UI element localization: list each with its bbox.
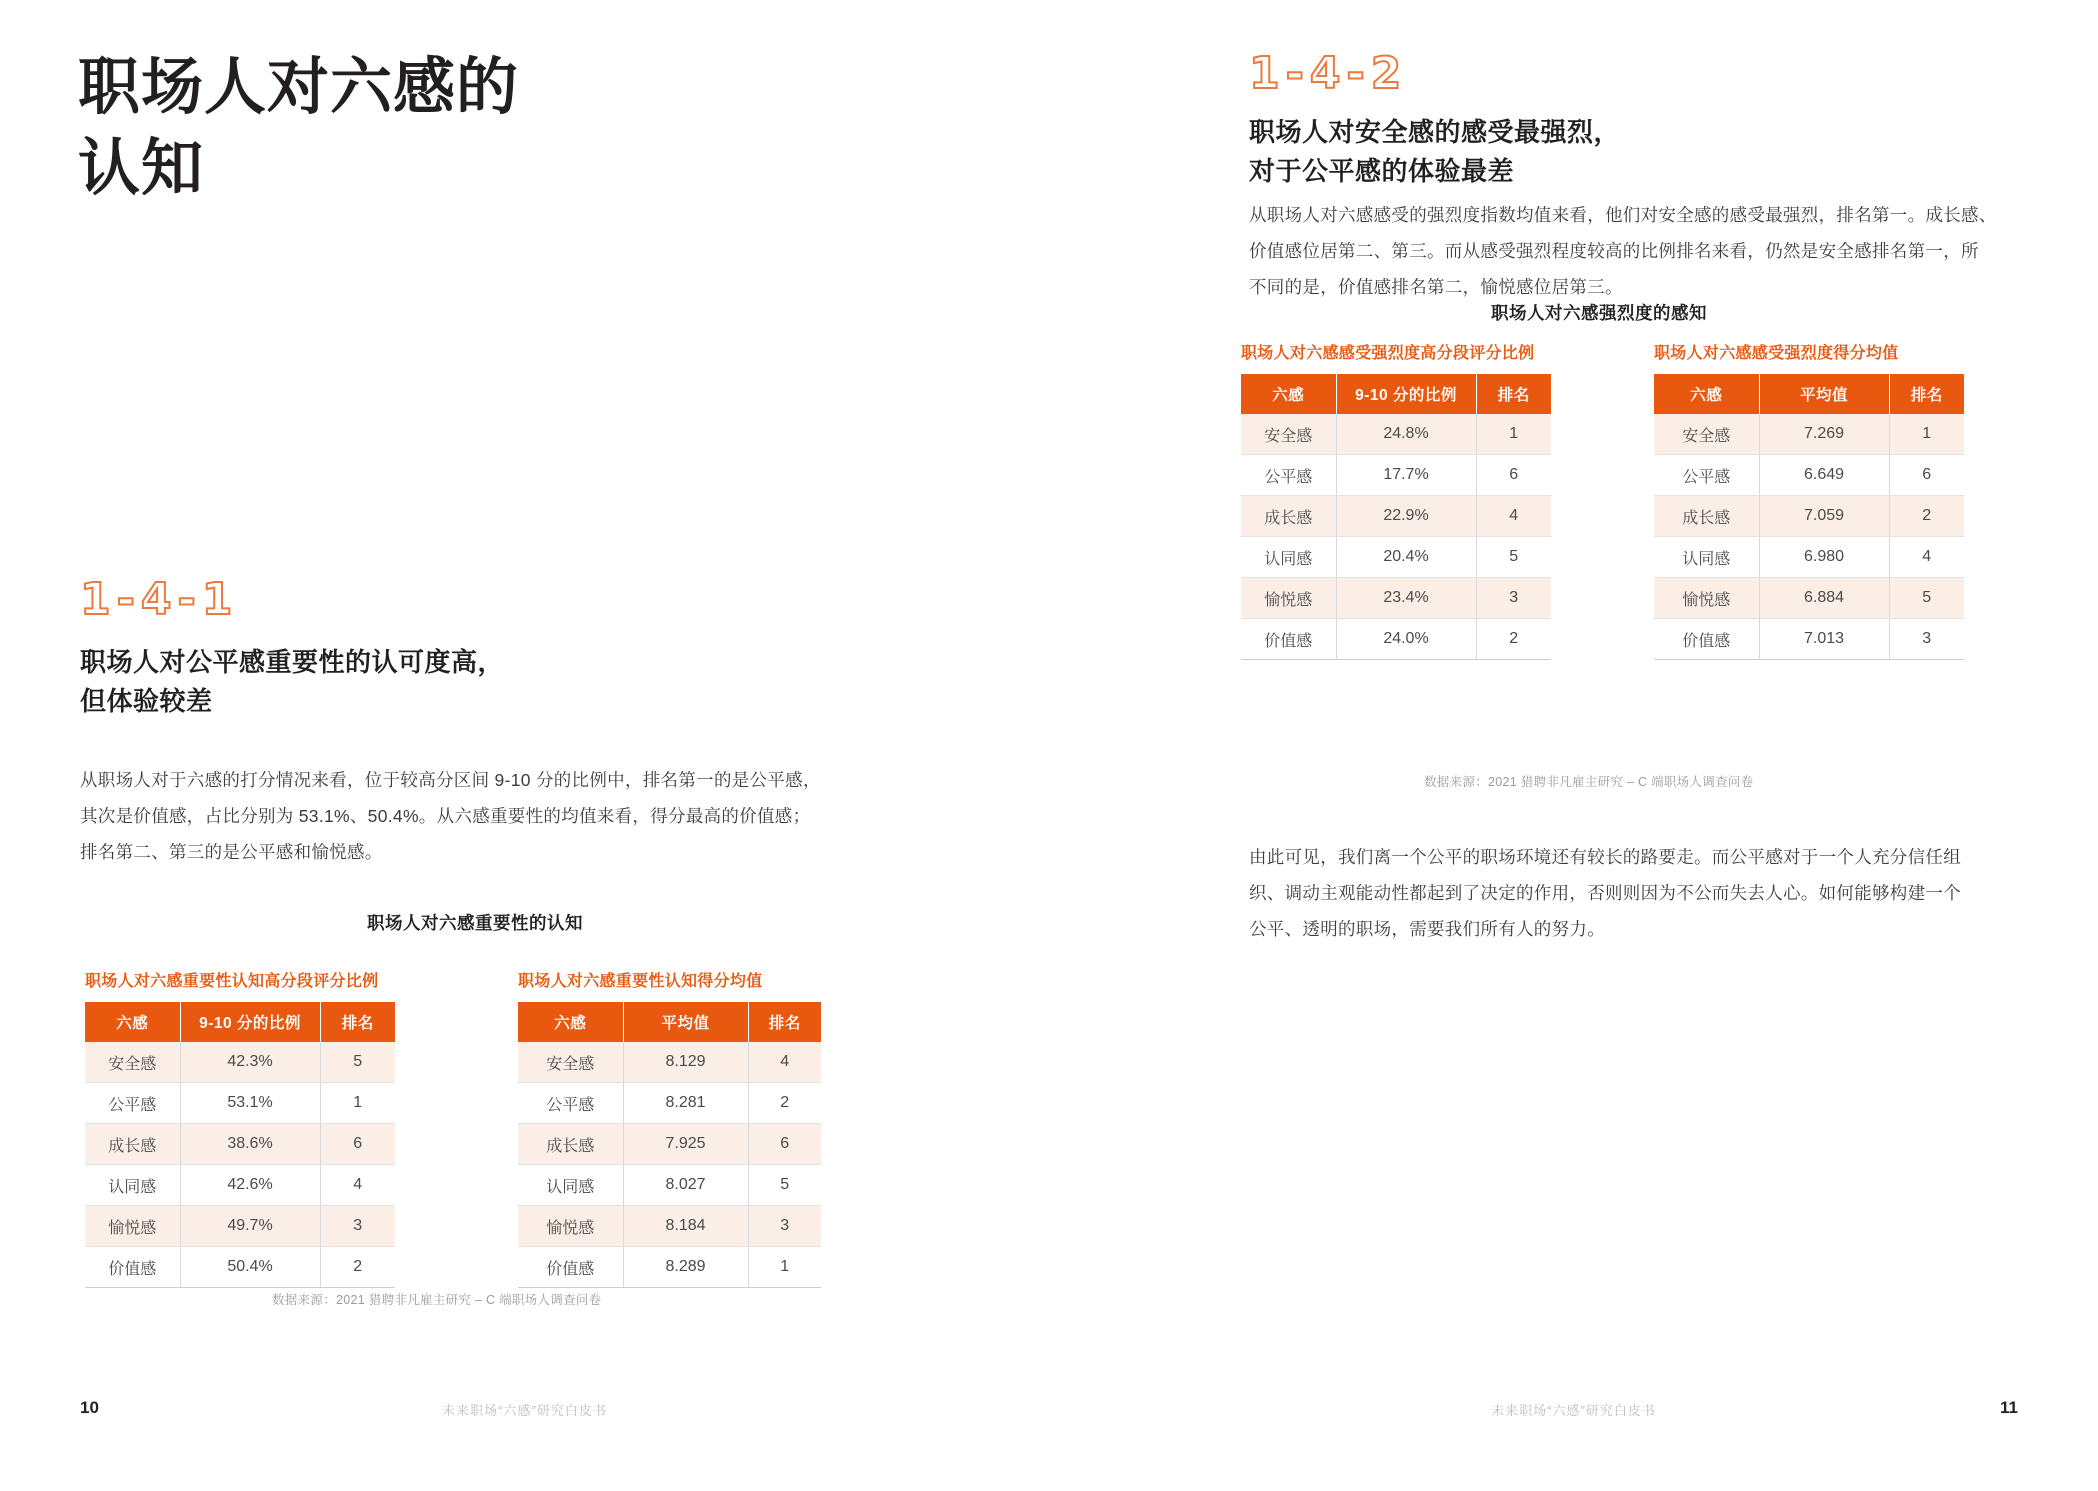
closing-paragraph-line-1: 由此可见，我们离一个公平的职场环境还有较长的路要走。而公平感对于一个人充分信任组 xyxy=(1249,847,1961,867)
table-row xyxy=(518,1124,821,1165)
table-row xyxy=(518,1083,821,1124)
chart-title-right: 职场人对六感强烈度的感知 xyxy=(1491,303,1707,323)
cell-sense: 愉悦感 xyxy=(1654,578,1759,619)
table-row xyxy=(85,1042,395,1083)
col-header-sense: 六感 xyxy=(85,1002,180,1042)
closing-paragraph-right xyxy=(1249,840,2069,948)
cell-rank: 4 xyxy=(748,1042,821,1083)
table-row xyxy=(518,1247,821,1288)
body-paragraph-left-line-1: 从职场人对于六感的打分情况来看，位于较高分区间 9-10 分的比例中，排名第一的是公平感， xyxy=(80,770,821,790)
cell-value: 38.6% xyxy=(180,1124,320,1165)
body-paragraph-right xyxy=(1249,198,2069,306)
page-title xyxy=(78,48,519,209)
table-caption-left-ratio: 职场人对六感重要性认知高分段评分比例 xyxy=(85,973,379,990)
cell-rank: 6 xyxy=(1476,455,1551,496)
table-row xyxy=(1241,496,1551,537)
cell-sense: 成长感 xyxy=(1654,496,1759,537)
table-row xyxy=(1241,455,1551,496)
cell-value: 42.3% xyxy=(180,1042,320,1083)
cell-value: 8.281 xyxy=(623,1083,748,1124)
cell-value: 50.4% xyxy=(180,1247,320,1288)
col-header-sense: 六感 xyxy=(518,1002,623,1042)
cell-rank: 2 xyxy=(748,1083,821,1124)
page-title-line-2: 认知 xyxy=(78,133,205,203)
cell-value: 8.289 xyxy=(623,1247,748,1288)
cell-rank: 4 xyxy=(320,1165,395,1206)
body-paragraph-right-line-2: 价值感位居第二、第三。而从感受强烈程度较高的比例排名来看，仍然是安全感排名第一，所 xyxy=(1249,240,1979,261)
table-row xyxy=(1241,578,1551,619)
chart-title-left: 职场人对六感重要性的认知 xyxy=(367,913,583,933)
col-header-rank: 排名 xyxy=(1889,374,1964,414)
cell-value: 8.184 xyxy=(623,1206,748,1247)
cell-sense: 成长感 xyxy=(1241,496,1336,537)
section-subtitle-right-line-1: 职场人对安全感的感受最强烈， xyxy=(1249,117,1621,147)
cell-sense: 认同感 xyxy=(518,1165,623,1206)
table-caption-right-mean: 职场人对六感感受强烈度得分均值 xyxy=(1654,345,1899,362)
cell-value: 49.7% xyxy=(180,1206,320,1247)
closing-paragraph-line-2: 织、调动主观能动性都起到了决定的作用，否则则因为不公而失去人心。如何能够构建一个 xyxy=(1249,882,1961,903)
cell-value: 7.059 xyxy=(1759,496,1889,537)
table-left-ratio xyxy=(85,1002,395,1288)
body-paragraph-right-line-1: 从职场人对六感感受的强烈度指数均值来看，他们对安全感的感受最强烈，排名第一。成长感、 xyxy=(1249,205,1997,225)
cell-rank: 4 xyxy=(1476,496,1551,537)
cell-sense: 安全感 xyxy=(1241,414,1336,455)
cell-rank: 5 xyxy=(748,1165,821,1206)
cell-value: 8.129 xyxy=(623,1042,748,1083)
cell-rank: 6 xyxy=(1889,455,1964,496)
cell-sense: 公平感 xyxy=(1241,455,1336,496)
cell-sense: 成长感 xyxy=(85,1124,180,1165)
table-row xyxy=(518,1206,821,1247)
body-paragraph-left-line-2: 其次是价值感，占比分别为 53.1%、50.4%。从六感重要性的均值来看，得分最高的价值感； xyxy=(80,805,811,826)
footer-text-left: 未来职场“六感”研究白皮书 xyxy=(442,1403,607,1418)
col-header-rank: 排名 xyxy=(748,1002,821,1042)
section-number-1-4-1: 1-4-1 xyxy=(80,574,239,625)
cell-sense: 公平感 xyxy=(518,1083,623,1124)
table-row xyxy=(1654,414,1964,455)
cell-sense: 认同感 xyxy=(1654,537,1759,578)
table-caption-left-mean: 职场人对六感重要性认知得分均值 xyxy=(518,973,763,990)
cell-sense: 认同感 xyxy=(1241,537,1336,578)
cell-value: 20.4% xyxy=(1336,537,1476,578)
cell-rank: 6 xyxy=(748,1124,821,1165)
table-left-mean xyxy=(518,1002,821,1288)
body-paragraph-right-line-3: 不同的是，价值感排名第二，愉悦感位居第三。 xyxy=(1249,276,1623,297)
section-subtitle-left xyxy=(80,643,880,721)
cell-value: 7.269 xyxy=(1759,414,1889,455)
col-header-ratio: 9-10 分的比例 xyxy=(180,1002,320,1042)
table-row xyxy=(1654,455,1964,496)
col-header-sense: 六感 xyxy=(1654,374,1759,414)
cell-rank: 3 xyxy=(1476,578,1551,619)
cell-rank: 3 xyxy=(320,1206,395,1247)
cell-sense: 认同感 xyxy=(85,1165,180,1206)
cell-rank: 1 xyxy=(748,1247,821,1288)
section-subtitle-right-line-2: 对于公平感的体验最差 xyxy=(1249,156,1515,186)
table-row xyxy=(85,1083,395,1124)
col-header-ratio: 9-10 分的比例 xyxy=(1336,374,1476,414)
table-row xyxy=(518,1165,821,1206)
col-header-rank: 排名 xyxy=(1476,374,1551,414)
cell-rank: 3 xyxy=(748,1206,821,1247)
table-row xyxy=(1241,537,1551,578)
table-header-row xyxy=(518,1002,821,1042)
cell-value: 6.980 xyxy=(1759,537,1889,578)
cell-rank: 3 xyxy=(1889,619,1964,660)
cell-sense: 愉悦感 xyxy=(518,1206,623,1247)
page-title-line-1: 职场人对六感的 xyxy=(78,53,520,122)
cell-sense: 价值感 xyxy=(85,1247,180,1288)
cell-sense: 公平感 xyxy=(1654,455,1759,496)
table-row xyxy=(85,1124,395,1165)
table-row xyxy=(518,1042,821,1083)
cell-sense: 价值感 xyxy=(518,1247,623,1288)
body-paragraph-left-line-3: 排名第二、第三的是公平感和愉悦感。 xyxy=(80,841,383,862)
cell-sense: 安全感 xyxy=(1654,414,1759,455)
table-row xyxy=(85,1247,395,1288)
cell-value: 42.6% xyxy=(180,1165,320,1206)
table-right-mean xyxy=(1654,374,1964,660)
section-subtitle-left-line-1: 职场人对公平感重要性的认可度高， xyxy=(80,647,505,677)
table-row xyxy=(1241,619,1551,660)
cell-value: 7.925 xyxy=(623,1124,748,1165)
closing-paragraph-line-3: 公平、透明的职场，需要我们所有人的努力。 xyxy=(1249,918,1605,939)
cell-sense: 价值感 xyxy=(1241,619,1336,660)
cell-sense: 价值感 xyxy=(1654,619,1759,660)
col-header-rank: 排名 xyxy=(320,1002,395,1042)
cell-sense: 公平感 xyxy=(85,1083,180,1124)
cell-value: 24.0% xyxy=(1336,619,1476,660)
table-right-ratio xyxy=(1241,374,1551,660)
cell-value: 53.1% xyxy=(180,1083,320,1124)
cell-sense: 安全感 xyxy=(518,1042,623,1083)
cell-rank: 1 xyxy=(1889,414,1964,455)
table-row xyxy=(1654,537,1964,578)
cell-sense: 愉悦感 xyxy=(85,1206,180,1247)
cell-rank: 5 xyxy=(320,1042,395,1083)
table-caption-right-ratio: 职场人对六感感受强烈度高分段评分比例 xyxy=(1241,345,1535,362)
cell-sense: 成长感 xyxy=(518,1124,623,1165)
table-row xyxy=(1654,578,1964,619)
footer-text-right: 未来职场“六感”研究白皮书 xyxy=(1491,1403,1656,1418)
cell-rank: 5 xyxy=(1889,578,1964,619)
cell-value: 17.7% xyxy=(1336,455,1476,496)
col-header-mean: 平均值 xyxy=(623,1002,748,1042)
table-header-row xyxy=(85,1002,395,1042)
section-subtitle-right xyxy=(1249,113,2049,191)
cell-value: 23.4% xyxy=(1336,578,1476,619)
cell-value: 22.9% xyxy=(1336,496,1476,537)
source-note-left: 数据来源：2021 猎聘非凡雇主研究 – C 端职场人调查问卷 xyxy=(272,1293,602,1307)
table-row xyxy=(1654,619,1964,660)
cell-rank: 2 xyxy=(1476,619,1551,660)
table-row xyxy=(85,1165,395,1206)
table-header-row xyxy=(1654,374,1964,414)
cell-value: 7.013 xyxy=(1759,619,1889,660)
cell-rank: 5 xyxy=(1476,537,1551,578)
table-header-row xyxy=(1241,374,1551,414)
cell-value: 8.027 xyxy=(623,1165,748,1206)
source-note-right: 数据来源：2021 猎聘非凡雇主研究 – C 端职场人调查问卷 xyxy=(1424,775,1754,789)
cell-rank: 6 xyxy=(320,1124,395,1165)
table-row xyxy=(1241,414,1551,455)
table-row xyxy=(1654,496,1964,537)
section-subtitle-left-line-2: 但体验较差 xyxy=(80,686,213,716)
section-number-1-4-2: 1-4-2 xyxy=(1249,48,1408,99)
cell-rank: 2 xyxy=(1889,496,1964,537)
cell-sense: 安全感 xyxy=(85,1042,180,1083)
page-number-left: 10 xyxy=(80,1398,99,1417)
page-number-right: 11 xyxy=(2000,1398,2018,1417)
cell-rank: 4 xyxy=(1889,537,1964,578)
cell-rank: 1 xyxy=(1476,414,1551,455)
cell-value: 24.8% xyxy=(1336,414,1476,455)
cell-value: 6.649 xyxy=(1759,455,1889,496)
body-paragraph-left xyxy=(80,763,890,871)
cell-value: 6.884 xyxy=(1759,578,1889,619)
cell-rank: 1 xyxy=(320,1083,395,1124)
page-right xyxy=(1049,0,2098,1491)
col-header-mean: 平均值 xyxy=(1759,374,1889,414)
cell-sense: 愉悦感 xyxy=(1241,578,1336,619)
cell-rank: 2 xyxy=(320,1247,395,1288)
table-row xyxy=(85,1206,395,1247)
col-header-sense: 六感 xyxy=(1241,374,1336,414)
